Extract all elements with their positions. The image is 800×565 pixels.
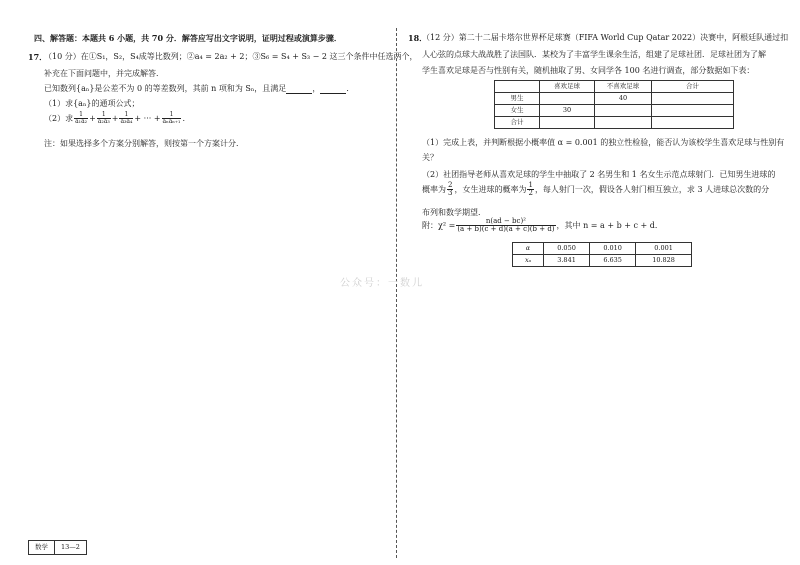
table-header-like: 喜欢足球 bbox=[540, 81, 595, 93]
q18-part2-text-a: 概率为 bbox=[422, 184, 446, 194]
page-footer bbox=[28, 540, 87, 555]
q18-line2: 人心弦的点球大战战胜了法国队．某校为了丰富学生课余生活，组建了足球社团．足球社团为了解 bbox=[422, 50, 766, 59]
table-cell: 3.841 bbox=[544, 255, 590, 267]
q18-part2-line3: 布列和数学期望． bbox=[422, 208, 486, 217]
table-header-row bbox=[495, 81, 734, 93]
q17-note: 注：如果选择多个方案分别解答，则按第一个方案计分． bbox=[44, 139, 244, 148]
q17-part1: （1）求{aₙ}的通项公式； bbox=[44, 99, 140, 108]
table-cell: 30 bbox=[540, 105, 595, 117]
q18-part2-text-c: ，每人射门一次，假设各人射门相互独立，求 3 人进球总次数的分 bbox=[534, 184, 770, 194]
answer-blank-1 bbox=[286, 85, 312, 94]
table-row bbox=[495, 105, 734, 117]
table-row-label: α bbox=[513, 243, 544, 255]
q18-part2-text-b: ，女生进球的概率为 bbox=[454, 184, 527, 194]
table-cell: 0.001 bbox=[636, 243, 692, 255]
footer-page-number: 13—2 bbox=[55, 540, 87, 555]
table-cell: 0.010 bbox=[590, 243, 636, 255]
table-row-label: 男生 bbox=[495, 93, 540, 105]
probability-fraction-boy: $\frac{2}{3}$ bbox=[448, 181, 453, 197]
table-row bbox=[513, 255, 692, 267]
table-row bbox=[513, 243, 692, 255]
fraction-3: $\frac{1}{\text{a₃a₄}}$ bbox=[120, 111, 133, 125]
q17-number: 17． bbox=[28, 52, 48, 62]
q18-part1-line2: 关？ bbox=[422, 153, 438, 162]
q18-line1: （12 分）第二十二届卡塔尔世界杯足球赛（FIFA World Cup Qatar 2022）决赛中，阿根廷队通过扣 bbox=[422, 33, 789, 42]
formula-fraction: $\frac{\text{n(ad − bc)²}}{(a + b)(c + d)(a + c)(b + d)}$ bbox=[457, 217, 555, 233]
table-cell bbox=[540, 93, 595, 105]
q18-part2-line2 bbox=[422, 182, 769, 197]
critical-value-table bbox=[512, 242, 692, 267]
formula-suffix: ，其中 n = a + b + c + d． bbox=[556, 220, 663, 230]
table-cell: 40 bbox=[595, 93, 652, 105]
contingency-table bbox=[494, 80, 734, 129]
chi-square-formula bbox=[422, 218, 663, 233]
table-header-total: 合计 bbox=[652, 81, 734, 93]
table-cell: 0.050 bbox=[544, 243, 590, 255]
q17-line3-text: 已知数列{aₙ}是公差不为 0 的等差数列，其前 n 项和为 Sₙ，且满足 bbox=[44, 84, 287, 93]
q17-line3: 已知数列{aₙ}是公差不为 0 的等差数列，其前 n 项和为 Sₙ，且满足 ， ． bbox=[44, 84, 355, 93]
table-row bbox=[495, 93, 734, 105]
section-title: 四、解答题：本题共 6 小题，共 70 分．解答应写出文字说明，证明过程或演算步骤． bbox=[34, 33, 342, 43]
table-cell: 6.635 bbox=[590, 255, 636, 267]
table-header-dislike: 不喜欢足球 bbox=[595, 81, 652, 93]
table-row-label: 女生 bbox=[495, 105, 540, 117]
table-row bbox=[495, 117, 734, 129]
formula-prefix: 附：χ² = bbox=[422, 220, 456, 230]
answer-blank-2 bbox=[320, 85, 346, 94]
probability-fraction-girl: $\frac{1}{2}$ bbox=[528, 181, 533, 197]
table-row-label: 合计 bbox=[495, 117, 540, 129]
watermark: 公众号：一数儿 bbox=[340, 278, 424, 289]
q17-line1: （10 分）在①S₁，S₂，S₄成等比数列；②a₄ = 2a₂ + 2；③S₆ = S₄ + S₃ − 2 这三个条件中任选两个， bbox=[44, 52, 418, 61]
table-cell: 10.828 bbox=[636, 255, 692, 267]
q18-number: 18． bbox=[408, 33, 428, 43]
q18-part2-line1: （2）社团指导老师从喜欢足球的学生中抽取了 2 名男生和 1 名女生示范点球射门．已知男生进球的 bbox=[422, 170, 776, 179]
table-row-label: xₐ bbox=[513, 255, 544, 267]
table-cell bbox=[652, 117, 734, 129]
fraction-n: $\frac{1}{\text{aₙaₙ₊₁}}$ bbox=[162, 111, 181, 125]
table-cell bbox=[595, 117, 652, 129]
q18-line3: 学生喜欢足球是否与性别有关，随机抽取了男、女同学各 100 名进行调查，部分数据如下表： bbox=[422, 66, 755, 75]
table-cell bbox=[652, 93, 734, 105]
fraction-2: $\frac{1}{\text{a₂a₃}}$ bbox=[97, 111, 110, 125]
table-cell bbox=[652, 105, 734, 117]
table-cell bbox=[540, 117, 595, 129]
fraction-1: $\frac{1}{\text{a₁a₂}}$ bbox=[75, 111, 88, 125]
q17-part2: （2）求 $\frac{1}{\text{a₁a₂}}$ + $\frac{1}{\text{a₂a₃}}$ + $\frac{1}{\text{a₃a₄}}$ + ··· + $\frac{1}{\text{aₙaₙ₊₁}}$ . bbox=[44, 111, 185, 125]
table-cell bbox=[495, 81, 540, 93]
q18-part1-line1: （1）完成上表，并判断根据小概率值 α = 0.001 的独立性检验，能否认为该校学生喜欢足球与性别有 bbox=[422, 138, 785, 147]
table-cell bbox=[595, 105, 652, 117]
column-divider bbox=[396, 28, 397, 558]
q17-line3-end: ． bbox=[346, 84, 355, 93]
q17-part2-prefix: （2）求 bbox=[44, 113, 74, 123]
q17-line2: 补充在下面问题中，并完成解答． bbox=[44, 69, 164, 78]
footer-subject: 数学 bbox=[28, 540, 55, 555]
